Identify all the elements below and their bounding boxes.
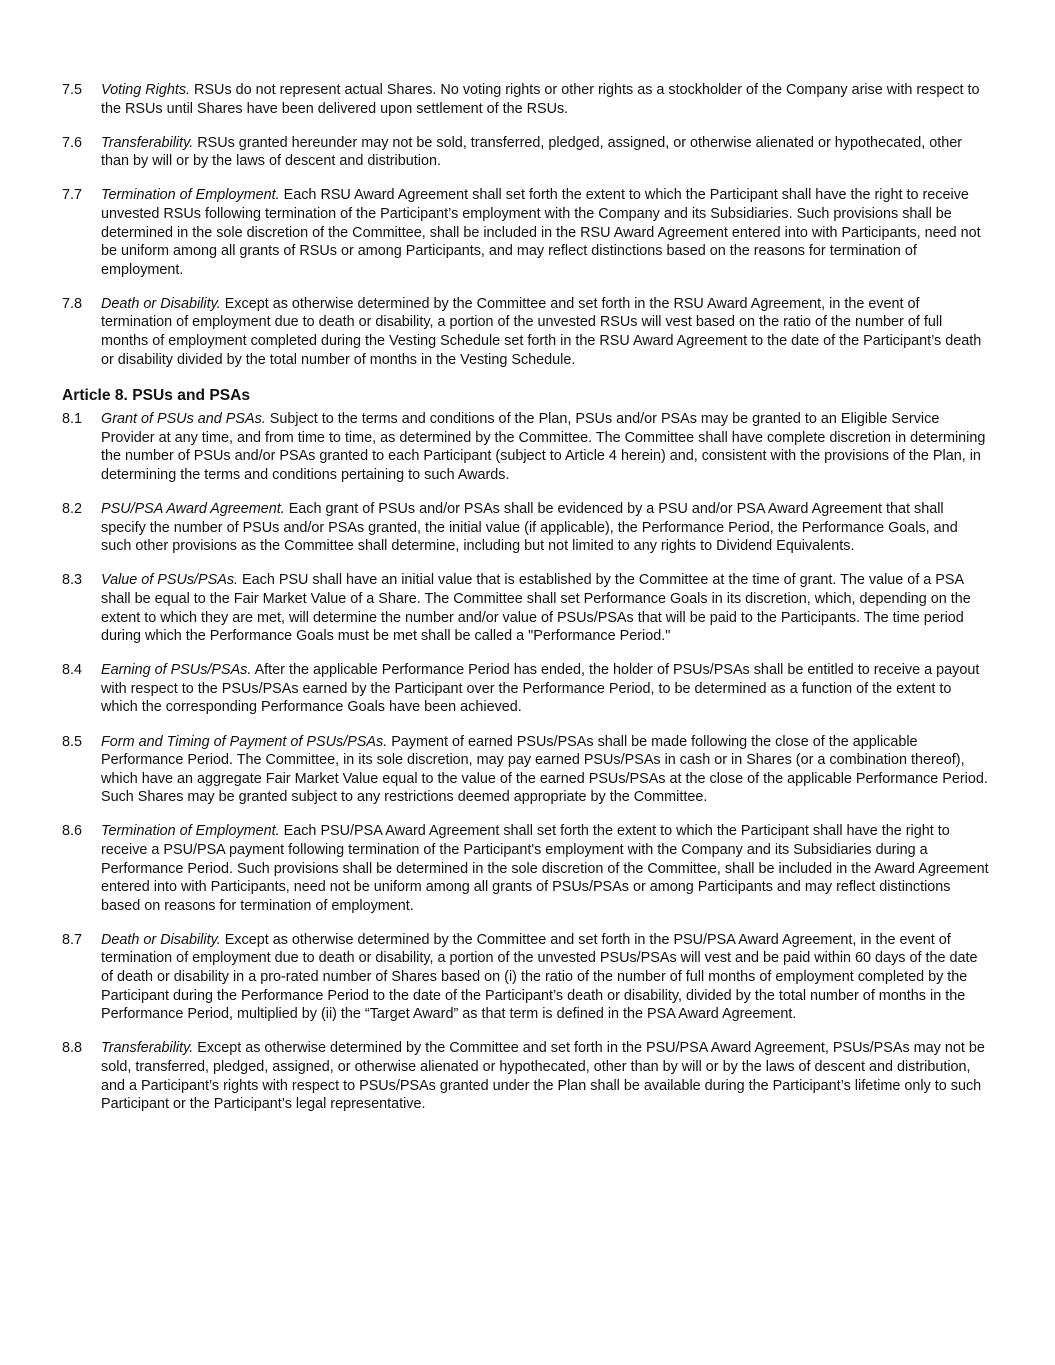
section-body [101,186,992,279]
section-body [101,931,992,1024]
section-7-6 [62,134,992,171]
section-number: 7.8 [62,295,83,312]
section-8-3 [62,571,992,645]
section-body [101,733,992,807]
section-title: Death or Disability. [101,931,221,948]
section-text: Except as otherwise determined by the Committee and set forth in the PSU/PSA Award Agreement, in the event of termination of employment due to death or disability, a portion of the unvested PSUs/PSAs will vest and be paid within 60 days of the date of death or disability in a pro-rated number of Shares based on (i) the ratio of the number of full months of employment completed by the Participant during the Performance Period to the date of the Participant’s death or disability, divided by the total number of months in the Performance Period, multiplied by (ii) the “Target Award” as that term is defined in the PSA Award Agreement. [101,931,978,1023]
section-7-8 [62,295,992,369]
section-number: 8.5 [62,733,83,750]
section-title: Grant of PSUs and PSAs. [101,411,266,428]
section-body [101,500,992,556]
section-8-5 [62,733,992,807]
section-title: Transferability. [101,134,194,151]
section-8-6 [62,822,992,915]
section-title: Form and Timing of Payment of PSUs/PSAs. [101,733,388,750]
section-text: Each RSU Award Agreement shall set forth the extent to which the Participant shall have the right to receive unvested RSUs following termination of the Participant’s employment with the Company and its Subsidiaries. Such provisions shall be determined in the sole discretion of the Committee, shall be included in the RSU Award Agreement entered into with Participants, need not be uniform among all grants of RSUs or among Participants, and may reflect distinctions based on the reasons for termination of employment. [101,187,981,278]
section-8-1 [62,410,992,484]
section-number: 8.8 [62,1040,83,1057]
section-body [101,410,992,484]
section-number: 7.7 [62,187,83,204]
section-title: Voting Rights. [101,82,191,98]
article-8-heading: Article 8. PSUs and PSAs [62,387,251,405]
section-7-5 [62,81,992,118]
section-title: Transferability. [101,1040,194,1057]
section-title: Death or Disability. [101,295,221,312]
section-text: Except as otherwise determined by the Committee and set forth in the PSU/PSA Award Agreement, PSUs/PSAs may not be sold, transferred, pledged, assigned, or otherwise alienated or hypothecated, other than by will or by the laws of descent and distribution, and a Participant’s rights with respect to PSUs/PSAs granted under the Plan shall be available during the Participant’s lifetime only to such Participant or the Participant’s legal representative. [101,1040,985,1113]
section-8-4 [62,661,992,717]
section-number: 8.4 [62,662,83,679]
section-body [101,822,992,915]
section-text: Subject to the terms and conditions of the Plan, PSUs and/or PSAs may be granted to an Eligible Service Provider at any time, and from time to time, as determined by the Committee. The Committee shall have complete discretion in determining the number of PSUs and/or PSAs granted to each Participant (subject to Article 4 herein) and, consistent with the provisions of the Plan, in determining the terms and conditions pertaining to such Awards. [101,411,986,483]
document-page [62,81,992,1129]
section-title: Termination of Employment. [101,823,280,840]
section-text: Except as otherwise determined by the Committee and set forth in the RSU Award Agreement, in the event of termination of employment due to death or disability, a portion of the unvested RSUs will vest based on the ratio of the number of full months of employment completed during the Vesting Schedule set forth in the RSU Award Agreement to the date of the Participant’s death or disability divided by the total number of months in the Vesting Schedule. [101,295,982,368]
section-8-7 [62,931,992,1024]
section-number: 7.5 [62,82,83,98]
section-body [101,661,992,717]
section-title: Value of PSUs/PSAs. [101,572,239,589]
section-text: Each grant of PSUs and/or PSAs shall be evidenced by a PSU and/or PSA Award Agreement that shall specify the number of PSUs and/or PSAs granted, the initial value (if applicable), the Performance Period, the Performance Goals, and such other provisions as the Committee shall determine, including but not limited to any rights to Dividend Equivalents. [101,501,958,555]
section-title: PSU/PSA Award Agreement. [101,501,285,518]
section-8-8 [62,1039,992,1113]
section-number: 7.6 [62,134,83,151]
section-text: Each PSU/PSA Award Agreement shall set forth the extent to which the Participant shall have the right to receive a PSU/PSA payment following termination of the Participant's employment with the Company and its Subsidiaries during a Performance Period. Such provisions shall be determined in the sole discretion of the Committee, shall be included in the Award Agreement entered into with Participants, need not be uniform among all grants of PSUs/PSAs or among Participants and may reflect distinctions based on reasons for termination of employment. [101,823,989,914]
section-number: 8.7 [62,931,83,948]
section-number: 8.2 [62,501,83,518]
section-text: Each PSU shall have an initial value that is established by the Committee at the time of grant. The value of a PSA shall be equal to the Fair Market Value of a Share. The Committee shall set Performance Goals in its discretion, which, depending on the extent to which they are met, will determine the number and/or value of PSUs/PSAs that will be paid to the Participants. The time period during which the Performance Goals must be met shall be called a "Performance Period." [101,572,971,645]
section-body [101,1039,992,1113]
section-text: Payment of earned PSUs/PSAs shall be made following the close of the applicable Performance Period. The Committee, in its sole discretion, may pay earned PSUs/PSAs in cash or in Shares (or a combination thereof), which have an aggregate Fair Market Value equal to the value of the earned PSUs/PSAs at the close of the applicable Performance Period. Such Shares may be granted subject to any restrictions deemed appropriate by the Committee. [101,733,988,806]
section-text: RSUs granted hereunder may not be sold, transferred, pledged, assigned, or otherwise alienated or hypothecated, other than by will or by the laws of descent and distribution. [101,134,963,170]
section-text: RSUs do not represent actual Shares. No voting rights or other rights as a stockholder of the Company arise with respect to the RSUs until Shares have been delivered upon settlement of the RSUs. [101,82,980,117]
section-number: 8.3 [62,572,83,589]
section-8-2 [62,500,992,556]
section-text: After the applicable Performance Period has ended, the holder of PSUs/PSAs shall be entitled to receive a payout with respect to the PSUs/PSAs earned by the Participant over the Performance Period, to be determined as a function of the extent to which the corresponding Performance Goals have been achieved. [101,662,980,716]
section-body [101,571,992,645]
section-number: 8.6 [62,823,83,840]
section-title: Termination of Employment. [101,187,280,204]
section-number: 8.1 [62,411,83,428]
section-7-7 [62,186,992,279]
section-body [101,81,992,118]
section-body [101,295,992,369]
section-body [101,134,992,171]
section-title: Earning of PSUs/PSAs. [101,662,252,679]
